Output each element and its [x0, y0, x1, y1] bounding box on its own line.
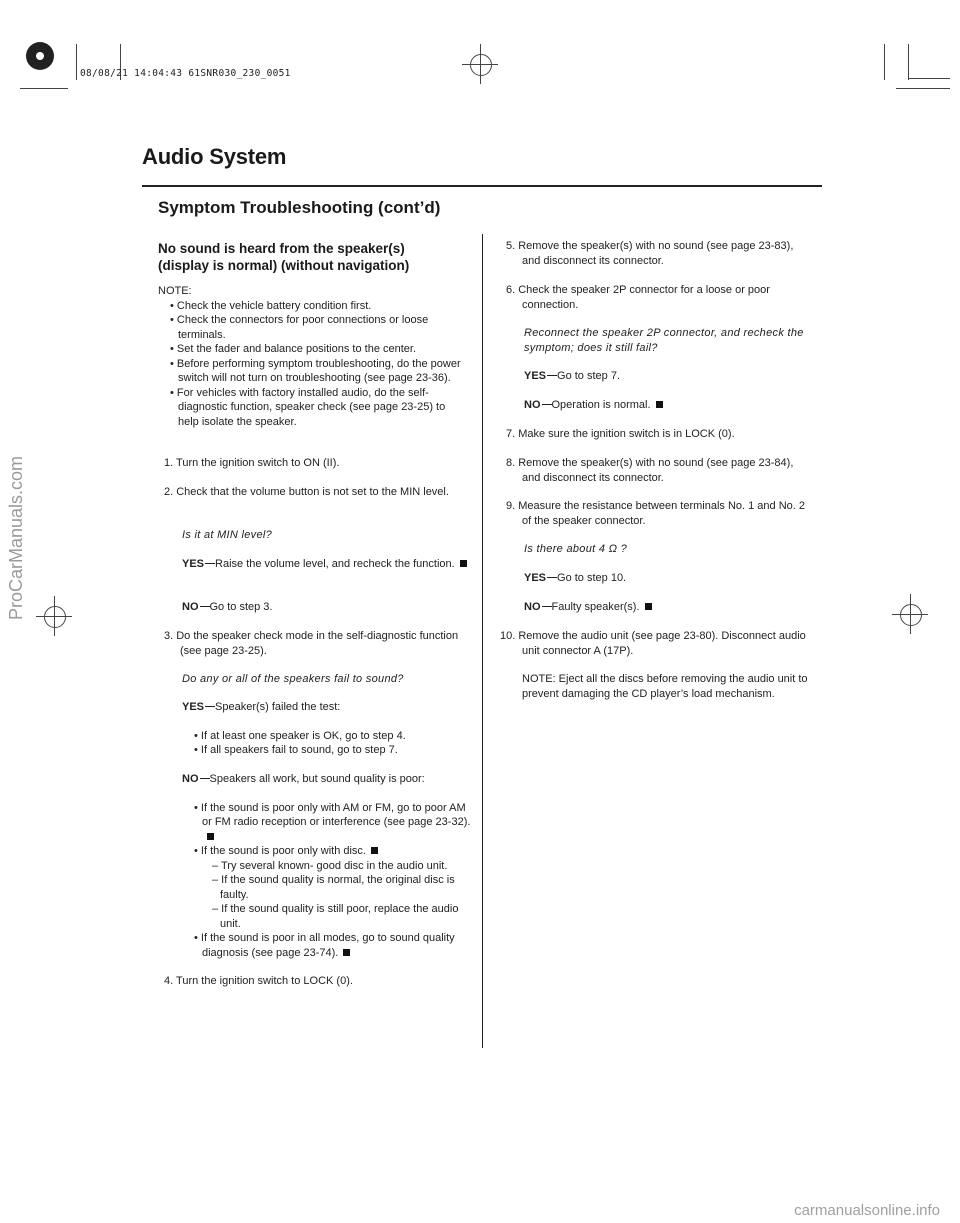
registration-circle-icon	[44, 606, 66, 628]
answer-text: Speakers all work, but sound quality is poor:	[209, 773, 425, 785]
dash-icon	[542, 606, 552, 607]
no-label: NO	[182, 601, 199, 613]
step-text: 6. Check the speaker 2P connector for a loose or poor connection.	[506, 284, 770, 311]
no-label: NO	[524, 601, 541, 613]
column-divider	[482, 234, 483, 1048]
registration-target-center	[36, 52, 44, 60]
answer-no-3	[524, 398, 814, 413]
step-text: 4. Turn the ignition switch to LOCK (0).	[164, 975, 353, 987]
note-item: • Before performing symptom troubleshooting, do the power switch will not turn on troubleshooting (see page 23-36).	[170, 357, 461, 384]
end-square-icon	[371, 847, 378, 854]
end-square-icon	[656, 401, 663, 408]
left-column	[158, 284, 468, 429]
list-item-text: • If the sound is poor only with disc.	[194, 845, 366, 857]
crop-mark	[20, 88, 68, 89]
list-item-text: • If the sound is poor only with AM or FM, go to poor AM or FM radio reception or interference (see page 23-32).	[194, 801, 471, 828]
answer-text: Speaker(s) failed the test:	[215, 701, 341, 713]
list-item: • If at least one speaker is OK, go to step 4.	[194, 729, 406, 742]
step-5	[506, 239, 812, 268]
answer-yes-4	[524, 571, 814, 586]
registration-circle-icon	[470, 54, 492, 76]
registration-cross	[54, 596, 55, 636]
print-stamp: 08/08/21 14:04:43 61SNR030_230_0051	[80, 68, 291, 79]
end-square-icon	[460, 560, 467, 567]
sub-item: – If the sound quality is normal, the original disc is faulty.	[212, 874, 455, 901]
step-text: 9. Measure the resistance between terminals No. 1 and No. 2 of the speaker connector.	[506, 500, 805, 527]
dash-icon	[200, 778, 210, 779]
list-item	[184, 801, 472, 845]
question-1: Is it at MIN level?	[182, 529, 273, 541]
section-title: Symptom Troubleshooting (cont’d)	[158, 198, 441, 217]
answer-yes-3	[524, 369, 814, 384]
step-text: 1. Turn the ignition switch to ON (II).	[164, 457, 340, 469]
sub-item: – If the sound quality is still poor, replace the audio unit.	[212, 903, 459, 930]
step-10	[500, 629, 812, 701]
dash-icon	[547, 577, 557, 578]
header-rule	[142, 185, 822, 187]
yes-label: YES	[182, 558, 205, 570]
step-text: 7. Make sure the ignition switch is in LOCK (0).	[506, 428, 735, 440]
step-1	[164, 456, 464, 471]
yes-label: YES	[524, 572, 547, 584]
answer-yes-2	[182, 700, 472, 758]
question-2: Do any or all of the speakers fail to sound?	[182, 673, 404, 685]
note-item: • Check the connectors for poor connections or loose terminals.	[170, 314, 429, 341]
note-label: NOTE:	[158, 285, 192, 297]
watermark-left: ProCarManuals.com	[6, 455, 26, 620]
step-note: NOTE: Eject all the discs before removing the audio unit to prevent damaging the CD player’s load mechanism.	[522, 673, 808, 700]
crop-mark	[896, 88, 950, 89]
step-text: 3. Do the speaker check mode in the self-diagnostic function (see page 23-25).	[164, 630, 459, 657]
note-item: • Set the fader and balance positions to the center.	[170, 343, 417, 355]
step-text: 5. Remove the speaker(s) with no sound (see page 23-83), and disconnect its connector.	[506, 240, 794, 267]
yes-label: YES	[524, 370, 547, 382]
step-9	[506, 499, 812, 528]
step-text: 8. Remove the speaker(s) with no sound (see page 23-84), and disconnect its connector.	[506, 457, 794, 484]
end-square-icon	[645, 603, 652, 610]
step-2	[164, 485, 464, 500]
registration-cross	[480, 44, 481, 84]
subheading-line: No sound is heard from the speaker(s)	[158, 241, 405, 256]
answer-text: Raise the volume level, and recheck the function.	[215, 558, 455, 570]
answer-no-2	[182, 772, 472, 960]
no-label: NO	[182, 773, 199, 785]
note-item: • Check the vehicle battery condition first.	[170, 299, 372, 312]
dash-icon	[547, 375, 557, 376]
dash-icon	[205, 563, 215, 564]
page-title: Audio System	[142, 144, 287, 169]
list-item: • If all speakers fail to sound, go to step 7.	[194, 744, 398, 756]
answer-text: Go to step 3.	[209, 601, 273, 613]
step-text: 10. Remove the audio unit (see page 23-80). Disconnect audio unit connector A (17P).	[500, 630, 806, 657]
answer-text: Go to step 7.	[557, 370, 620, 382]
answer-text: Go to step 10.	[557, 572, 627, 584]
dash-icon	[542, 404, 552, 405]
watermark-right: carmanualsonline.info	[794, 1202, 940, 1219]
end-square-icon	[207, 833, 214, 840]
step-4	[164, 974, 464, 989]
step-text: 2. Check that the volume button is not set to the MIN level.	[164, 486, 449, 498]
step-7	[506, 427, 812, 442]
end-square-icon	[343, 949, 350, 956]
answer-text: Faulty speaker(s).	[551, 601, 640, 613]
crop-mark	[76, 44, 77, 80]
step-8	[506, 456, 812, 485]
yes-label: YES	[182, 701, 205, 713]
answer-no-1	[182, 600, 472, 615]
list-item	[184, 931, 472, 960]
no-list	[182, 801, 472, 961]
registration-cross	[910, 594, 911, 634]
crop-mark	[908, 78, 950, 79]
sub-list	[184, 859, 472, 932]
sub-item: – Try several known- good disc in the audio unit.	[212, 859, 448, 872]
registration-circle-icon	[900, 604, 922, 626]
list-item-text: • If the sound is poor in all modes, go to sound quality diagnosis (see page 23-74).	[194, 932, 455, 959]
subheading	[158, 240, 468, 274]
no-label: NO	[524, 399, 541, 411]
crop-mark	[908, 44, 909, 80]
step-3	[164, 629, 464, 658]
question-4: Is there about 4 Ω ?	[524, 543, 628, 555]
question-3: Reconnect the speaker 2P connector, and recheck the symptom; does it still fail?	[524, 327, 804, 354]
yes-list	[182, 729, 472, 758]
list-item	[184, 844, 472, 859]
step-6	[506, 283, 812, 312]
note-item: • For vehicles with factory installed audio, do the self-diagnostic function, speaker check (see page 23-25) to help isolate the speaker.	[170, 386, 446, 428]
answer-no-4	[524, 600, 814, 615]
answer-yes-1	[182, 557, 472, 572]
crop-mark	[884, 44, 885, 80]
answer-text: Operation is normal.	[551, 399, 651, 411]
subheading-line: (display is normal) (without navigation)	[158, 258, 410, 273]
dash-icon	[205, 706, 215, 707]
dash-icon	[200, 606, 210, 607]
note-list	[158, 299, 468, 430]
